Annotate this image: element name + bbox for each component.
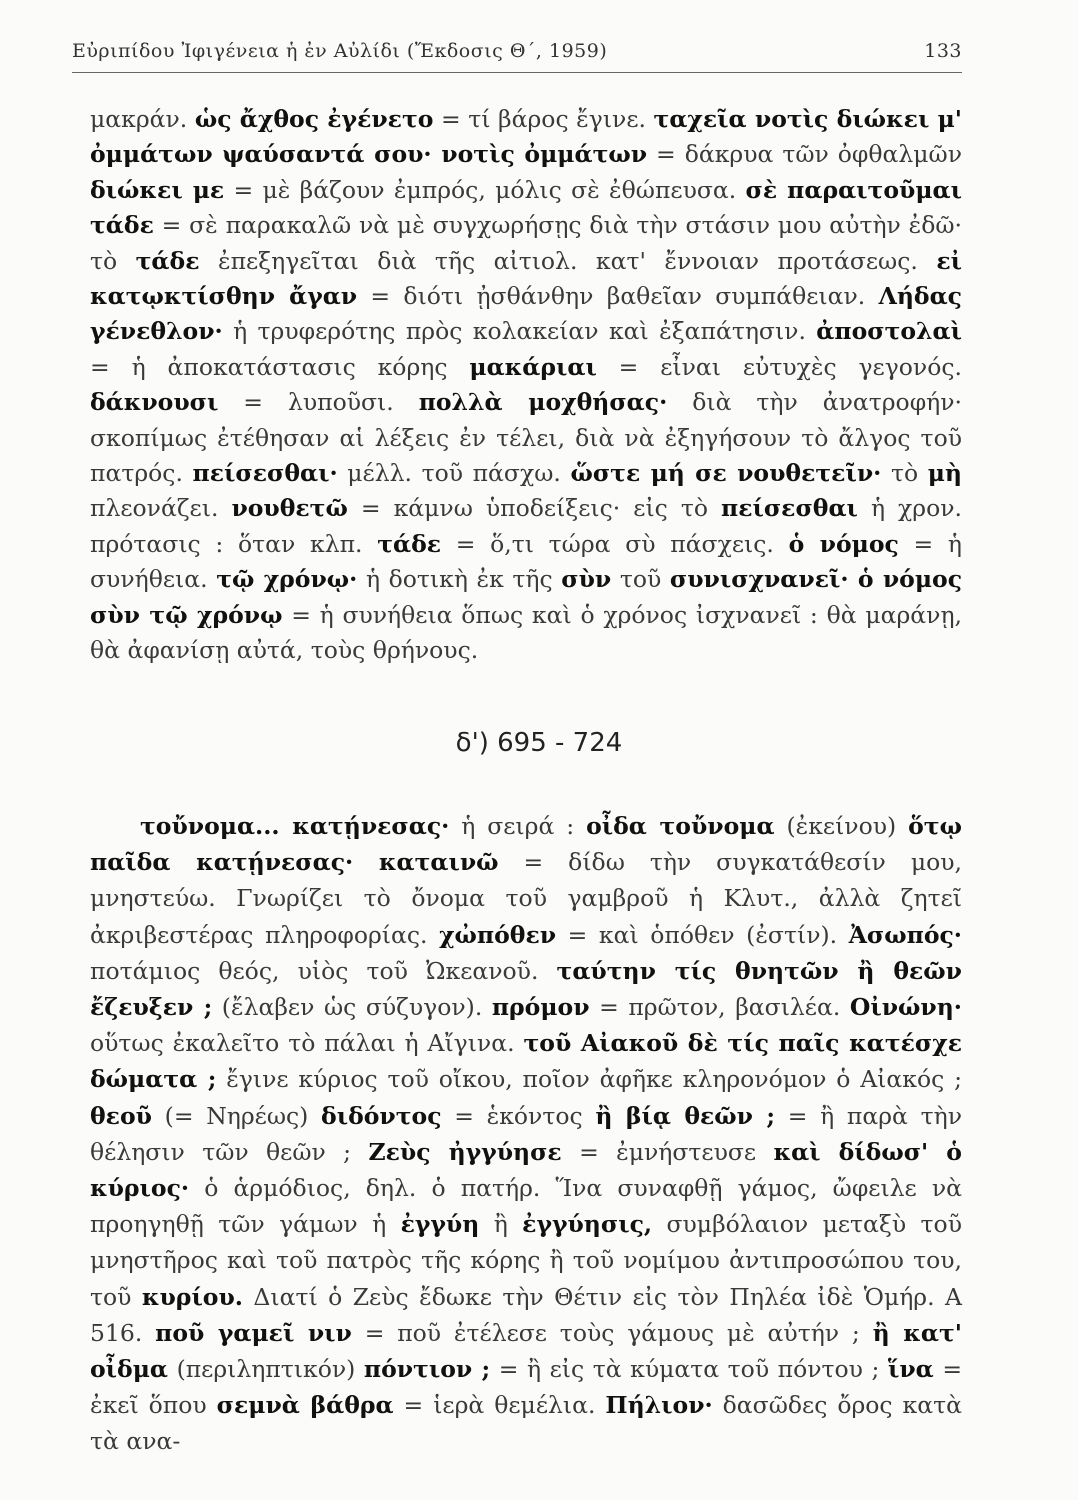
gloss-text: = ἡ συνήθεια ὅπως καὶ ὁ χρόνος ἰσχνανεῖ : θὰ μαράνῃ, θὰ ἀφανίσῃ αὐτά, τοὺς θρήνους. [90, 600, 962, 665]
lemma-term: θεοῦ [90, 1101, 152, 1130]
gloss-text: πλεονάζει. [90, 494, 232, 523]
lemma-term: Πήλιον· [605, 1391, 713, 1420]
lemma-term: ὅτῳ παῖδα κατῄνεσας· καταινῶ [90, 812, 962, 877]
lemma-term: ἐγγύη [400, 1210, 480, 1239]
gloss-text: δασῶδες ὄρος κατὰ τὰ ανα- [90, 1391, 962, 1456]
gloss-text: τὸ [881, 459, 928, 488]
gloss-text: μέλλ. τοῦ πάσχω. [337, 459, 571, 488]
lemma-term: δάκνουσι [90, 388, 219, 417]
gloss-text: μακράν. [90, 105, 195, 133]
lemma-term: ἢ βίᾳ θεῶν ; [595, 1101, 776, 1130]
lemma-term: Ζεὺς ἠγγύησε [368, 1137, 562, 1166]
lemma-term: ταύτην τίς θνητῶν ἢ θεῶν ἔζευξεν ; [90, 956, 962, 1022]
gloss-text: = ἢ παρὰ τὴν θέλησιν τῶν θεῶν ; [90, 1101, 962, 1166]
lemma-term: Λήδας γένεθλον· [90, 282, 962, 346]
lemma-term: μὴ [927, 459, 962, 488]
gloss-text: (ἐκείνου) [774, 812, 909, 840]
gloss-text: = ἱερὰ θεμέλια. [393, 1391, 606, 1420]
lemma-term: οἶδα τοὔνομα [586, 812, 775, 840]
lemma-term: πόντιον ; [363, 1355, 491, 1384]
gloss-text: = ποῦ ἐτέλεσε τοὺς γάμους μὲ αὐτήν ; [351, 1318, 873, 1347]
commentary-paragraph-1 [90, 102, 962, 669]
gloss-text: (ἔλαβεν ὡς σύζυγον). [212, 993, 492, 1022]
gloss-text: ποτάμιος θεός, υἱὸς τοῦ Ὠκεανοῦ. [90, 956, 557, 985]
lemma-term: ταχεῖα νοτὶς διώκει μ' ὀμμάτων ψαύσαντά σου· νοτὶς ὀμμάτων [90, 105, 962, 169]
gloss-text: = εἶναι εὐτυχὲς γεγονός. [596, 352, 962, 381]
gloss-text: = λυποῦσι. [218, 388, 419, 417]
lemma-term: ἵνα [888, 1355, 934, 1384]
commentary-paragraph-2 [90, 808, 962, 1460]
gloss-text: = ὅ,τι τώρα σὺ πάσχεις. [441, 529, 789, 558]
gloss-text: = διότι ᾐσθάνθην βαθεῖαν συμπάθειαν. [357, 282, 879, 311]
gloss-text: ὁ ἁρμόδιος, δηλ. ὁ πατήρ. Ἵνα συναφθῇ γάμος, ὤφειλε νὰ προηγηθῇ τῶν γάμων ἡ [90, 1174, 962, 1239]
gloss-text: = πρῶτον, βασιλέα. [589, 993, 850, 1022]
section-heading: δ') 695 - 724 [455, 728, 623, 758]
lemma-term: διώκει με [90, 175, 225, 204]
lemma-term: τάδε [377, 529, 442, 558]
lemma-term: διδόντος [321, 1101, 442, 1130]
lemma-term: τάδε [135, 246, 200, 275]
lemma-term: πείσεσθαι [721, 494, 858, 523]
lemma-term: ὁ νόμος [788, 529, 899, 558]
lemma-term: ἐγγύησις, [522, 1210, 653, 1239]
gloss-text: = ἡ ἀποκατάστασις κόρης [90, 352, 470, 381]
lemma-term: εἰ κατῳκτίσθην ἄγαν [90, 246, 962, 311]
lemma-term: Ἀσωπός· [848, 920, 962, 949]
gloss-text: = ἡ συνήθεια. [90, 529, 962, 594]
lemma-term: πρόμον [491, 993, 590, 1022]
lemma-term: Οἰνώνη· [849, 993, 962, 1022]
lemma-term: ποῦ γαμεῖ νιν [155, 1318, 352, 1347]
gloss-text: = δίδω τὴν συγκατάθεσίν μου, μνηστεύω. Γνωρίζει τὸ ὄνομα τοῦ γαμβροῦ ἡ Κλυτ., ἀλλὰ ζητεῖ ἀκριβεστέρας πληροφορίας. [90, 848, 962, 949]
page-number: 133 [924, 40, 962, 62]
lemma-term: σεμνὰ βάθρα [216, 1391, 394, 1420]
gloss-text: διὰ τὴν ἀνατροφήν· σκοπίμως ἐτέθησαν αἱ λέξεις ἐν τέλει, διὰ νὰ ἐξηγήσουν τὸ ἄλγος τοῦ πατρός. [90, 388, 962, 488]
lemma-term: σὲ παραιτοῦμαι τάδε [90, 175, 962, 240]
gloss-text: ἐπεξηγεῖται διὰ τῆς αἰτιολ. κατ' ἔννοιαν προτάσεως. [199, 246, 937, 275]
gloss-text: ἡ σειρά : [449, 812, 587, 840]
gloss-text: ἢ [479, 1210, 523, 1239]
lemma-term: ὡς ἄχθος ἐγένετο [194, 105, 434, 133]
lemma-term: χὠπόθεν [439, 920, 557, 949]
lemma-term: συνισχνανεῖ· ὁ νόμος σὺν τῷ χρόνῳ [90, 565, 963, 629]
lemma-term: ἀποστολαὶ [816, 317, 962, 346]
gloss-text: = ἐμνήστευσε [561, 1137, 774, 1166]
gloss-text: τοῦ [611, 565, 670, 594]
lemma-term: τοὔνομα... κατῄνεσας· [140, 812, 450, 840]
gloss-text: ἡ δοτικὴ ἐκ τῆς [357, 565, 562, 594]
running-title: Εὐριπίδου Ἰφιγένεια ἡ ἐν Αὐλίδι (Ἔκδοσις Θ´, 1959) [72, 40, 608, 62]
gloss-text: ἡ τρυφερότης πρὸς κολακείαν καὶ ἐξαπάτησιν. [222, 317, 817, 346]
header-rule [72, 72, 962, 73]
lemma-term: μακάριαι [469, 352, 597, 381]
gloss-text: Διατί ὁ Ζεὺς ἔδωκε τὴν Θέτιν εἰς τὸν Πηλέα ἰδὲ Ὁμήρ. Α 516. [90, 1282, 963, 1347]
lemma-term: σὺν [561, 565, 612, 594]
lemma-term: ὥστε μή σε νουθετεῖν· [570, 459, 882, 488]
lemma-term: ἢ κατ' οἶδμα [90, 1318, 962, 1384]
running-header [72, 40, 962, 62]
gloss-text: = κάμνω ὑποδείξεις· εἰς τὸ [347, 494, 721, 523]
gloss-text: οὕτως ἐκαλεῖτο τὸ πάλαι ἡ Αἴγινα. [90, 1029, 524, 1058]
gloss-text: = σὲ παρακαλῶ νὰ μὲ συγχωρήσῃς διὰ τὴν στάσιν μου αὐτὴν ἐδῶ· τὸ [90, 211, 962, 275]
lemma-term: πολλὰ μοχθήσας· [418, 388, 668, 417]
gloss-text: ἡ χρον. πρότασις : ὅταν κλπ. [90, 494, 962, 558]
gloss-text: = τί βάρος ἔγινε. [433, 105, 654, 133]
lemma-term: πείσεσθαι· [192, 459, 338, 488]
lemma-term: τῷ χρόνῳ· [216, 565, 358, 594]
gloss-text: = ἐκεῖ ὅπου [90, 1355, 963, 1420]
lemma-term: νουθετῶ [231, 494, 348, 523]
gloss-text: συμβόλαιον μεταξὺ τοῦ μνηστῆρος καὶ τοῦ πατρὸς τῆς κόρης ἢ τοῦ νομίμου ἀντιπροσώπου του, τοῦ [90, 1210, 962, 1311]
gloss-text: (= Νηρέως) [151, 1101, 322, 1130]
gloss-text: = ἢ εἰς τὰ κύματα τοῦ πόντου ; [490, 1355, 888, 1384]
lemma-term: καὶ δίδωσ' ὁ κύριος· [90, 1137, 962, 1203]
gloss-text: (περιληπτικόν) [168, 1355, 364, 1384]
gloss-text: = μὲ βάζουν ἐμπρός, μόλις σὲ ἐθώπευσα. [224, 175, 746, 204]
gloss-text: = ἑκόντος [441, 1101, 596, 1130]
gloss-text: ἔγινε κύριος τοῦ οἴκου, ποῖον ἀφῆκε κληρονόμον ὁ Αἰακός ; [216, 1065, 962, 1094]
lemma-term: τοῦ Αἰακοῦ δὲ τίς παῖς κατέσχε δώματα ; [90, 1029, 962, 1094]
lemma-term: κυρίου. [141, 1282, 243, 1311]
gloss-text: = καὶ ὁπόθεν (ἐστίν). [556, 920, 849, 949]
gloss-text: = δάκρυα τῶν ὀφθαλμῶν [647, 140, 962, 169]
